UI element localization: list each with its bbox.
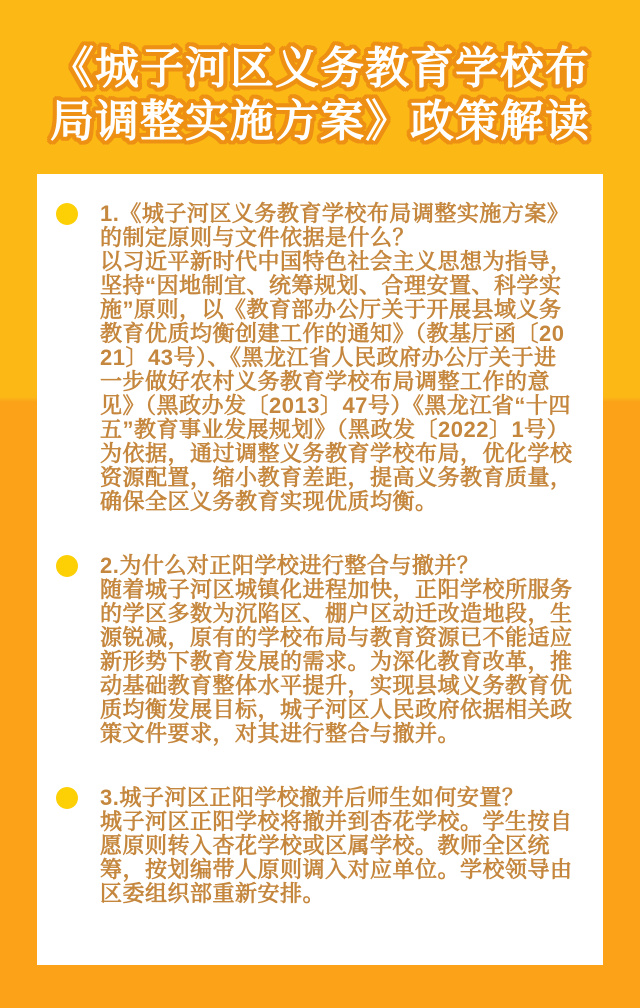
- qa-text-1: [100, 202, 576, 514]
- bullet-dot-icon: [56, 787, 78, 809]
- content-card: [37, 174, 603, 965]
- bullet-dot-icon: [56, 203, 78, 225]
- answer-1: 以习近平新时代中国特色社会主义思想为指导，坚持“因地制宜、统筹规划、合理安置、科学实施”原则，以《教育部办公厅关于开展县域义务教育优质均衡创建工作的通知》（教基厅函〔2021〕43号）、《黑龙江省人民政府办公厅关于进一步做好农村义务教育学校布局调整工作的意见》（黑政办发〔2013〕47号）《黑龙江省“十四五”教育事业发展规划》（黑政发〔2022〕1号）为依据，通过调整义务教育学校布局，优化学校资源配置，缩小教育差距，提高义务教育质量，确保全区义务教育实现优质均衡。: [100, 249, 573, 514]
- answer-3: 城子河区正阳学校将撤并到杏花学校。学生按自愿原则转入杏花学校或区属学校。教师全区统筹，按划编带人原则调入对应单位。学校领导由区委组织部重新安排。: [100, 809, 573, 906]
- poster-title: [0, 42, 640, 148]
- question-3: 3.城子河区正阳学校撤并后师生如何安置？: [100, 785, 525, 810]
- qa-text-3: [100, 786, 576, 906]
- poster-title-line1: 《城子河区义务教育学校布: [50, 44, 590, 93]
- qa-section-2: [56, 554, 576, 746]
- poster-title-line2: 局调整实施方案》政策解读: [50, 97, 590, 146]
- question-2: 2.为什么对正阳学校进行整合与撤并？: [100, 553, 480, 578]
- answer-2: 随着城子河区城镇化进程加快，正阳学校所服务的学区多数为沉陷区、棚户区动迁改造地段，生源锐减，原有的学校布局与教育资源已不能适应新形势下教育发展的需求。为深化教育改革，推动基础教育整体水平提升，实现县域义务教育优质均衡发展目标，城子河区人民政府依据相关政策文件要求，对其进行整合与撤并。: [100, 577, 573, 746]
- qa-text-2: [100, 554, 576, 746]
- bullet-dot-icon: [56, 555, 78, 577]
- question-1: 1.《城子河区义务教育学校布局调整实施方案》的制定原则与文件依据是什么？: [100, 201, 570, 250]
- qa-section-1: [56, 202, 576, 514]
- qa-section-3: [56, 786, 576, 906]
